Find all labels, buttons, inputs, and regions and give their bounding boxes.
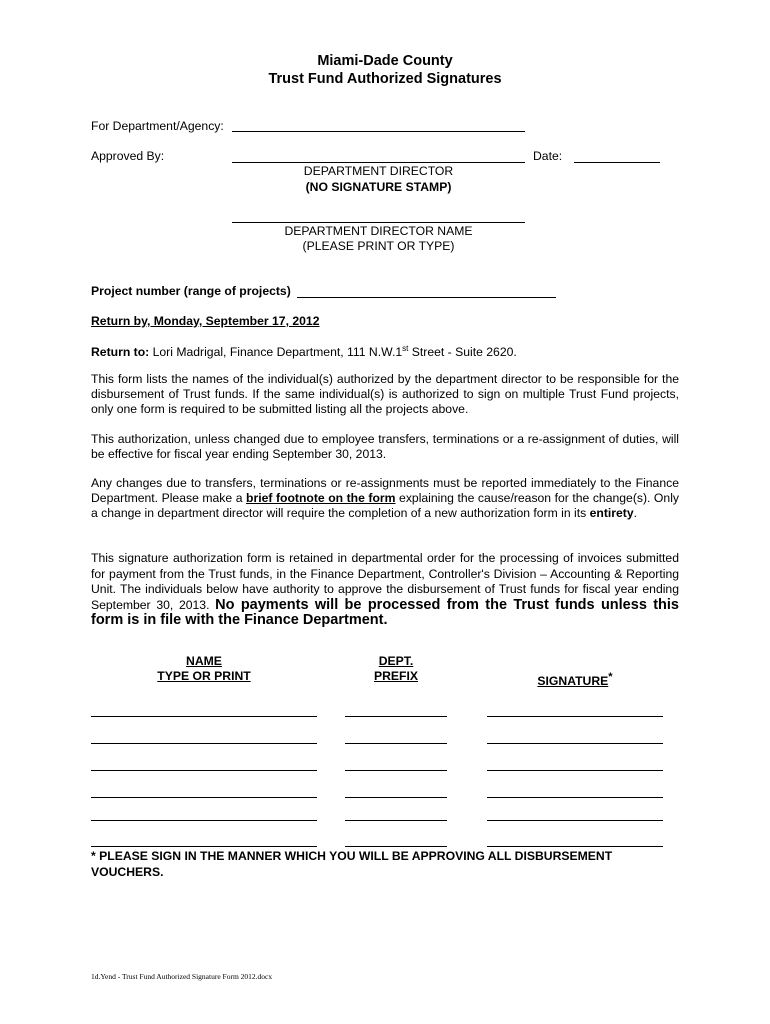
dept-field-5[interactable] [345, 820, 447, 821]
no-stamp-caption: (NO SIGNATURE STAMP) [305, 180, 452, 194]
signature-field-6[interactable] [487, 846, 663, 847]
print-type-caption: (PLEASE PRINT OR TYPE) [302, 239, 455, 253]
date-field[interactable] [574, 162, 660, 163]
name-field-1[interactable] [91, 716, 317, 717]
department-label: For Department/Agency: [91, 119, 224, 133]
name-field-2[interactable] [91, 743, 317, 744]
director-name-field[interactable] [232, 222, 525, 223]
name-field-6[interactable] [91, 846, 317, 847]
page-subtitle: Trust Fund Authorized Signatures [268, 71, 502, 87]
no-payments-warning: No payments will be processed from the Trust funds unless this form is in file with the Finance Department. [91, 596, 679, 629]
signature-note: * PLEASE SIGN IN THE MANNER WHICH YOU WILL BE APPROVING ALL DISBURSEMENT VOUCHERS. [91, 849, 613, 879]
approved-by-label: Approved By: [91, 149, 165, 163]
director-signature-field[interactable] [232, 162, 525, 163]
signature-field-5[interactable] [487, 820, 663, 821]
paragraph-3 [91, 476, 679, 522]
paragraph-1: This form lists the names of the individual(s) authorized by the department director to be responsible for the disbursement of Trust funds. If the same individual(s) is authorized to sign on multiple Trust Fund projects, only one form is required to be submitted listing all the projects above. [91, 372, 679, 417]
signature-field-2[interactable] [487, 743, 663, 744]
signature-header [487, 671, 663, 688]
return-by-text: Return by, Monday, September 17, 2012 [91, 314, 320, 328]
return-to-label: Return to: [91, 345, 150, 360]
name-header: NAME [186, 654, 222, 668]
prefix-header: PREFIX [373, 669, 419, 683]
paragraph-3-period: . [633, 506, 638, 521]
return-to-line [91, 344, 517, 359]
brief-footnote-text: brief footnote on the form [246, 491, 396, 506]
paragraph-4-text: This signature authorization form is retained in departmental order for the processing of invoices submitted for payment from the Trust funds, in the Finance Department, Controller's Division – Accounting & Reporting Unit. The individuals below have authority to approve the disbursement of Trust funds for fiscal year ending September 30, 2013. [91, 551, 679, 612]
project-number-label: Project number (range of projects) [91, 284, 291, 298]
return-to-address: Lori Madrigal, Finance Department, 111 N.W.1 [152, 345, 403, 360]
type-print-header: TYPE OR PRINT [157, 669, 251, 683]
paragraph-3-text-c: explaining the cause/reason for the change(s). Only a change in department director will require the completion of a new authorization form in its [91, 491, 679, 521]
dept-field-1[interactable] [345, 716, 447, 717]
department-field[interactable] [232, 131, 525, 132]
name-field-5[interactable] [91, 820, 317, 821]
director-caption: DEPARTMENT DIRECTOR [303, 164, 454, 178]
entirety-text: entirety [589, 506, 634, 521]
signature-field-4[interactable] [487, 797, 663, 798]
signature-asterisk: * [608, 671, 613, 683]
document-footer: 1d.Yend - Trust Fund Authorized Signature Form 2012.docx [91, 972, 273, 981]
director-name-caption: DEPARTMENT DIRECTOR NAME [284, 224, 473, 238]
paragraph-3-text-a: Any changes due to transfers, terminations or re-assignments must be reported immediately to the Finance Department. Please make a [91, 476, 679, 506]
name-field-4[interactable] [91, 797, 317, 798]
signature-header-text: SIGNATURE [537, 674, 609, 689]
dept-header: DEPT. [378, 654, 414, 668]
paragraph-2: This authorization, unless changed due to employee transfers, terminations or a re-assignment of duties, will be effective for fiscal year ending September 30, 2013. [91, 432, 679, 462]
dept-field-3[interactable] [345, 770, 447, 771]
return-to-sup: st [402, 344, 409, 353]
dept-field-4[interactable] [345, 797, 447, 798]
signature-field-3[interactable] [487, 770, 663, 771]
signature-field-1[interactable] [487, 716, 663, 717]
dept-field-6[interactable] [345, 846, 447, 847]
project-number-field[interactable] [297, 297, 556, 298]
page-title: Miami-Dade County [317, 53, 453, 69]
dept-field-2[interactable] [345, 743, 447, 744]
name-field-3[interactable] [91, 770, 317, 771]
paragraph-4 [91, 551, 679, 629]
return-to-suite: Street - Suite 2620. [408, 345, 517, 360]
date-label: Date: [533, 149, 563, 163]
